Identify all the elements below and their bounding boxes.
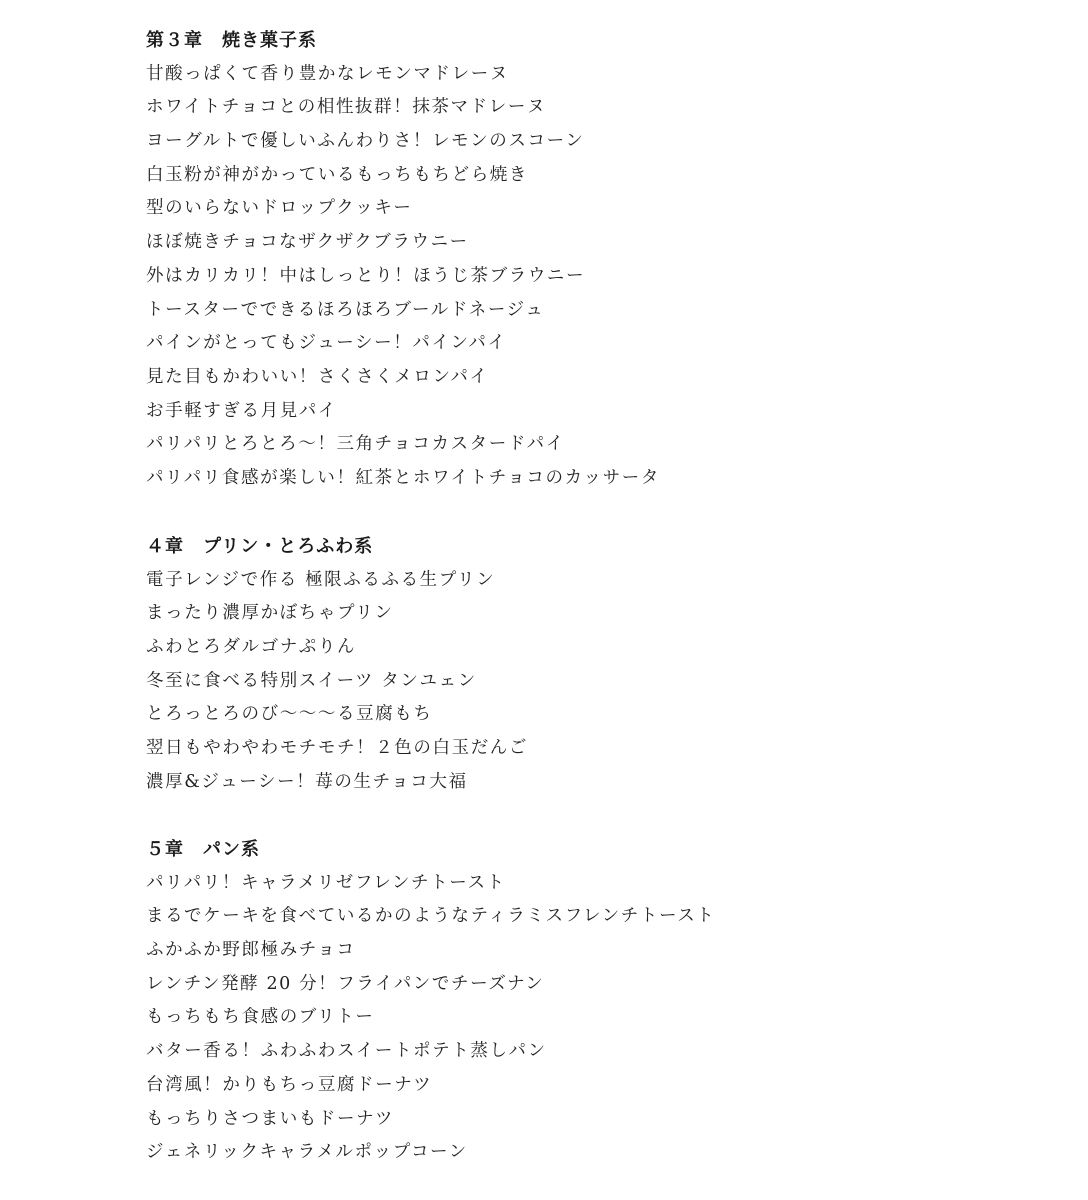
recipe-item: ジェネリックキャラメルポップコーン [146, 1142, 468, 1163]
recipe-item: 電子レンジで作る 極限ふるふる生プリン [146, 569, 496, 590]
chapter-heading: ５章 パン系 [146, 839, 260, 860]
chapter-3-section [146, 24, 1046, 496]
recipe-item: もっちりさつまいもドーナツ [146, 1108, 395, 1129]
recipe-item: 型のいらないドロップクッキー [146, 198, 413, 219]
recipe-item: お手軽すぎる月見パイ [146, 400, 337, 421]
recipe-item: まったり濃厚かぼちゃプリン [146, 603, 394, 624]
recipe-item: パインがとってもジューシー！パインパイ [146, 333, 507, 354]
chapter-5-section [146, 833, 1046, 1170]
recipe-list [146, 564, 1046, 800]
chapter-heading: 第３章 焼き菓子系 [146, 30, 317, 51]
recipe-item: 冬至に食べる特別スイーツ タンユェン [146, 670, 477, 691]
recipe-item: もっちもち食感のブリトー [146, 1007, 375, 1028]
recipe-item: レンチン発酵 20 分！フライパンでチーズナン [146, 973, 545, 994]
recipe-item: ホワイトチョコとの相性抜群！抹茶マドレーヌ [146, 97, 547, 118]
recipe-item: 外はカリカリ！中はしっとり！ほうじ茶ブラウニー [146, 265, 586, 286]
recipe-item: ほぼ焼きチョコなザクザクブラウニー [146, 232, 469, 253]
recipe-item: パリパリ！キャラメリゼフレンチトースト [146, 872, 506, 893]
recipe-list [146, 58, 1046, 496]
recipe-item: ふわとろダルゴナぷりん [146, 637, 357, 658]
recipe-item: ふかふか野郎極みチョコ [146, 940, 356, 961]
recipe-item: トースターでできるほろほろブールドネージュ [146, 299, 545, 320]
recipe-item: バター香る！ふわふわスイートポテト蒸しパン [146, 1041, 547, 1062]
chapter-4-section [146, 530, 1046, 800]
recipe-item: パリパリ食感が楽しい！紅茶とホワイトチョコのカッサータ [146, 467, 660, 488]
recipe-item: 見た目もかわいい！さくさくメロンパイ [146, 366, 489, 387]
recipe-item: 台湾風！かりもちっ豆腐ドーナツ [146, 1074, 433, 1095]
recipe-item: 濃厚&ジューシー！苺の生チョコ大福 [146, 771, 468, 792]
recipe-item: 翌日もやわやわモチモチ！２色の白玉だんご [146, 738, 528, 759]
recipe-item: とろっとろのび〜〜〜る豆腐もち [146, 704, 433, 725]
recipe-list [146, 867, 1046, 1170]
recipe-item: 白玉粉が神がかっているもっちもちどら焼き [146, 164, 528, 185]
recipe-item: ヨーグルトで優しいふんわりさ！レモンのスコーン [146, 131, 585, 152]
recipe-item: まるでケーキを食べているかのようなティラミスフレンチトースト [146, 906, 716, 927]
recipe-item: 甘酸っぱくて香り豊かなレモンマドレーヌ [146, 63, 509, 84]
chapter-heading: ４章 プリン・とろふわ系 [146, 536, 374, 557]
recipe-item: パリパリとろとろ〜！三角チョコカスタードパイ [146, 434, 565, 455]
